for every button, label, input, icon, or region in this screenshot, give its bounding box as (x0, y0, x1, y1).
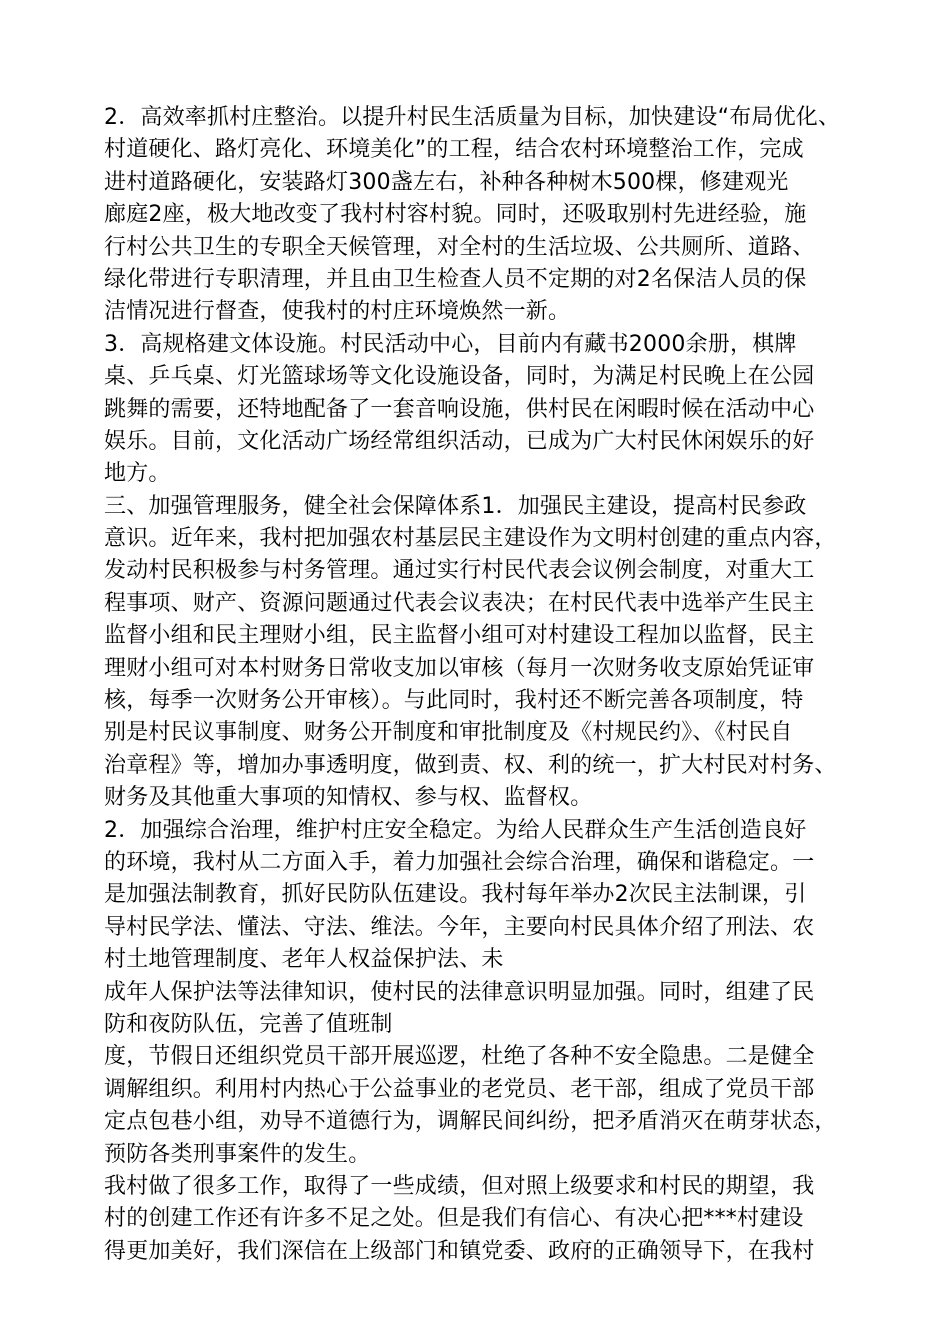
text-line: 行村公共卫生的专职全天候管理，对全村的生活垃圾、公共厕所、道路、 (104, 234, 815, 260)
text-line: 绿化带进行专职清理，并且由卫生检查人员不定期的对2名保洁人员的保 (104, 266, 807, 292)
text-line: 治章程》等，增加办事透明度，做到责、权、利的统一，扩大村民对村务、 (104, 752, 837, 778)
text-line: 调解组织。利用村内热心于公益事业的老党员、老干部，组成了党员干部 (104, 1076, 815, 1102)
text-line: 2．加强综合治理，维护村庄安全稳定。为给人民群众生产生活创造良好 (104, 817, 807, 843)
text-line: 财务及其他重大事项的知情权、参与权、监督权。 (104, 785, 593, 811)
text-line: 意识。近年来，我村把加强农村基层民主建设作为文明村创建的重点内容， (104, 526, 837, 552)
text-line: 的环境，我村从二方面入手，着力加强社会综合治理，确保和谐稳定。一 (104, 849, 815, 875)
text-line: 是加强法制教育，抓好民防队伍建设。我村每年举办2次民主法制课，引 (104, 882, 807, 908)
text-line: 别是村民议事制度、财务公开制度和审批制度及《村规民约》、《村民自 (104, 720, 793, 746)
text-line: 得更加美好，我们深信在上级部门和镇党委、政府的正确领导下，在我村 (104, 1238, 815, 1264)
text-line: 监督小组和民主理财小组，民主监督小组可对村建设工程加以监督，民主 (104, 623, 815, 649)
text-line: 发动村民积极参与村务管理。通过实行村民代表会议例会制度，对重大工 (104, 558, 815, 584)
text-line: 成年人保护法等法律知识，使村民的法律意识明显加强。同时，组建了民 (104, 979, 815, 1005)
text-line: 预防各类刑事案件的发生。 (104, 1141, 371, 1167)
body-text (104, 102, 874, 1268)
text-line: 度，节假日还组织党员干部开展巡逻，杜绝了各种不安全隐患。二是健全 (104, 1044, 815, 1070)
text-line: 村土地管理制度、老年人权益保护法、未 (104, 947, 504, 973)
text-line: 3．高规格建文体设施。村民活动中心，目前内有藏书2000余册，棋牌 (104, 331, 797, 357)
text-line: 2．高效率抓村庄整治。以提升村民生活质量为目标，加快建设“布局优化、 (104, 105, 841, 130)
text-line: 地方。 (104, 461, 171, 487)
text-line: 廊庭2座，极大地改变了我村村容村貌。同时，还吸取别村先进经验，施 (104, 202, 807, 228)
text-line: 我村做了很多工作，取得了一些成绩，但对照上级要求和村民的期望，我 (104, 1173, 815, 1199)
text-line: 跳舞的需要，还特地配备了一套音响设施，供村民在闲暇时候在活动中心 (104, 396, 815, 422)
text-line: 村的创建工作还有许多不足之处。但是我们有信心、有决心把***村建设 (104, 1206, 804, 1232)
text-line: 定点包巷小组，劝导不道德行为，调解民间纠纷，把矛盾消灭在萌芽状态， (104, 1109, 837, 1135)
text-line: 洁情况进行督查，使我村的村庄环境焕然一新。 (104, 299, 571, 325)
text-line: 导村民学法、懂法、守法、维法。今年，主要向村民具体介绍了刑法、农 (104, 914, 815, 940)
text-line: 防和夜防队伍，完善了值班制 (104, 1011, 393, 1037)
text-line: 娱乐。目前，文化活动广场经常组织活动，已成为广大村民休闲娱乐的好 (104, 428, 815, 454)
text-line: 理财小组可对本村财务日常收支加以审核（每月一次财务收支原始凭证审 (104, 655, 815, 681)
text-line: 村道硬化、路灯亮化、环境美化”的工程，结合农村环境整治工作，完成 (104, 137, 804, 163)
text-line: 核，每季一次财务公开审核）。与此同时，我村还不断完善各项制度，特 (104, 688, 804, 714)
text-line: 程事项、财产、资源问题通过代表会议表决；在村民代表中选举产生民主 (104, 590, 815, 616)
text-line: 进村道路硬化，安装路灯300盏左右，补种各种树木500棵，修建观光 (104, 169, 789, 195)
text-line: 桌、乒乓桌、灯光篮球场等文化设施设备，同时，为满足村民晚上在公园 (104, 364, 815, 390)
text-line: 三、加强管理服务，健全社会保障体系1．加强民主建设，提高村民参政 (104, 493, 807, 519)
